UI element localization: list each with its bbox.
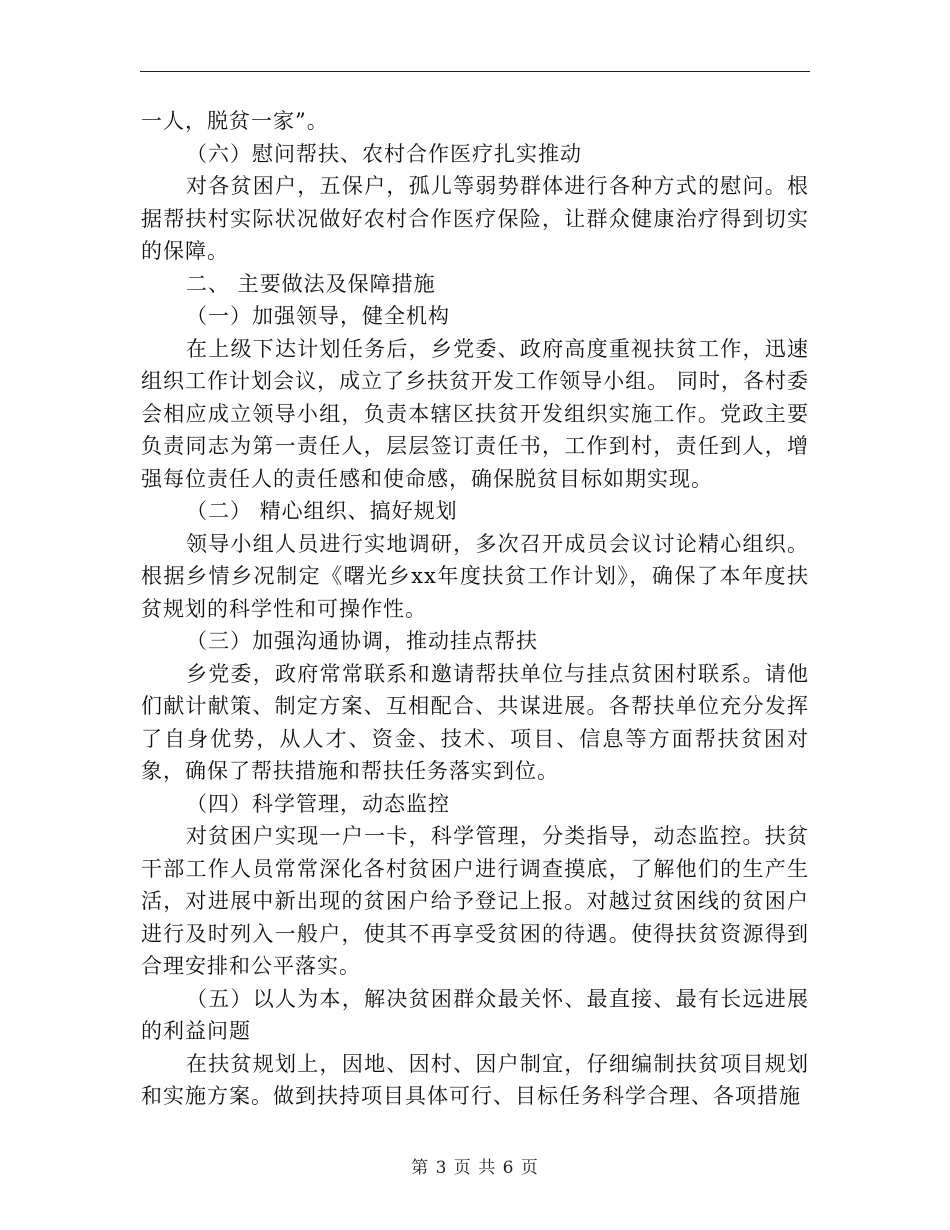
section-heading-4: （四）科学管理，动态监控	[186, 791, 450, 816]
paragraph-coordination: 乡党委，政府常常联系和邀请帮扶单位与挂点贫困村联系。请他们献计献策、制定方案、互相配合、共谋进展。各帮扶单位充分发挥了自身优势，从人才、资金、技术、项目、信息等方面帮扶贫困对象，确保了帮扶措施和帮扶任务落实到位。	[141, 661, 809, 783]
document-body	[141, 105, 809, 1113]
section-heading-3: （三）加强沟通协调，推动挂点帮扶	[186, 629, 538, 653]
section-heading-1: （一）加强领导，健全机构	[186, 304, 450, 328]
section-heading-6: （六）慰问帮扶、农村合作医疗扎实推动	[186, 141, 582, 166]
section-heading-5: （五）以人为本，解决贫困群众最关怀、最直接、最有长远进展的利益问题	[141, 986, 809, 1043]
paragraph-leadership: 在上级下达计划任务后，乡党委、政府高度重视扶贫工作，迅速组织工作计划会议，成立了乡扶贫开发工作领导小组。 同时，各村委会相应成立领导小组，负责本辖区扶贫开发组织实施工作。党政主要负责同志为第一责任人，层层签订责任书，工作到村，责任到人，增强每位责任人的责任感和使命感，确保脱贫目标如期实现。	[141, 336, 809, 491]
paragraph-continuation: 一人，脱贫一家”。	[141, 109, 329, 133]
page-number-footer: 第 3 页 共 6 页	[411, 1158, 539, 1178]
section-heading-2: （二） 精心组织、搞好规划	[186, 499, 458, 523]
paragraph-planning: 领导小组人员进行实地调研，多次召开成员会议讨论精心组织。根据乡情乡况制定《曙光乡xx年度扶贫工作计划》，确保了本年度扶贫规划的科学性和可操作性。	[141, 531, 809, 621]
section-heading-main-measures: 二、 主要做法及保障措施	[186, 271, 436, 296]
paragraph-condolence: 对各贫困户，五保户，孤儿等弱势群体进行各种方式的慰问。根据帮扶村实际状况做好农村合作医疗保险，让群众健康治疗得到切实的保障。	[141, 174, 809, 263]
paragraph-planning-projects: 在扶贫规划上，因地、因村、因户制宜，仔细编制扶贫项目规划和实施方案。做到扶持项目具体可行、目标任务科学合理、各项措施	[141, 1051, 809, 1108]
paragraph-management: 对贫困户实现一户一卡，科学管理，分类指导，动态监控。扶贫干部工作人员常常深化各村贫困户进行调查摸底，了解他们的生产生活，对进展中新出现的贫困户给予登记上报。对越过贫困线的贫困户进行及时列入一般户，使其不再享受贫困的待遇。使得扶贫资源得到合理安排和公平落实。	[141, 824, 809, 978]
header-rule	[140, 71, 810, 72]
